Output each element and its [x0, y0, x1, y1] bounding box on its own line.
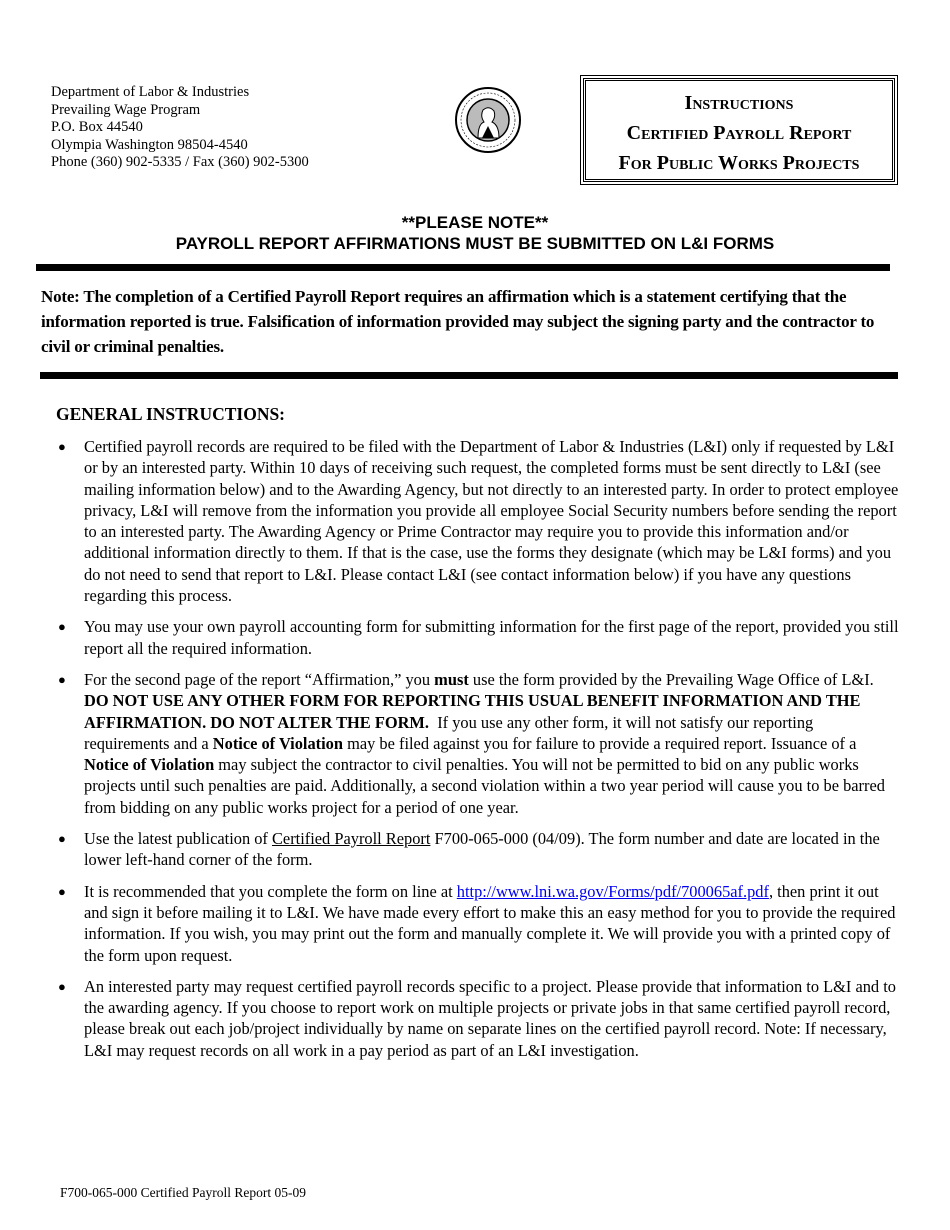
- bullet-icon: ●: [58, 978, 66, 994]
- item-text: use the form provided by the Prevailing Wage Office of L&I.: [468, 669, 874, 689]
- state-seal-icon: [454, 86, 522, 154]
- list-item: [58, 616, 900, 659]
- item-text: For the second page of the report “Affirmation,” you: [84, 669, 435, 689]
- list-item: [58, 669, 900, 818]
- list-item: [58, 436, 900, 606]
- item-text: may be filed against you for failure to provide a required report. Issuance of a: [343, 733, 857, 753]
- form-footer: F700-065-000 Certified Payroll Report 05-09: [60, 1185, 306, 1200]
- emphasis: Notice of Violation: [84, 755, 215, 775]
- document-title-box: [583, 78, 895, 182]
- item-text: Use the latest publication of: [84, 829, 272, 849]
- bullet-icon: ●: [58, 671, 66, 687]
- title-line: For Public Works Projects: [618, 152, 860, 174]
- form-name: Certified Payroll Report: [272, 829, 431, 849]
- address-line: Olympia Washington 98504-4540: [51, 136, 248, 153]
- title-line: Instructions: [684, 92, 794, 114]
- bullet-icon: ●: [58, 883, 66, 899]
- emphasis: must: [434, 669, 469, 689]
- address-line: Department of Labor & Industries: [51, 84, 250, 100]
- title-line: Certified Payroll Report: [626, 122, 852, 144]
- item-text: An interested party may request certified payroll records specific to a project. Please provide that information to L&I and to the awarding agency. If you choose to report work on multiple projects or private jobs in that same certified payroll record, please break out each job/project individually by name on separate lines on the certified payroll record. Note: If necessary, L&I may request records on all work in a pay period as part of an L&I investigation.: [84, 976, 896, 1060]
- emphasis: DO NOT USE ANY OTHER FORM FOR REPORTING THIS USUAL BENEFIT INFORMATION AND THE AFFIRMATION. DO NOT ALTER THE FORM.: [84, 691, 861, 732]
- item-text: may subject the contractor to civil penalties. You will not be permitted to bid on any public works projects until such penalties are paid. Additionally, a second violation within a two year period will cause you to be barred from bidding on any public works project for a period of one year.: [84, 755, 885, 817]
- divider: [36, 264, 890, 271]
- divider: [40, 372, 898, 379]
- item-text: You may use your own payroll accounting form for submitting information for the first page of the report, provided you still report all the required information.: [84, 617, 899, 658]
- list-item: [58, 976, 900, 1061]
- address-line: P.O. Box 44540: [51, 119, 143, 135]
- agency-address: [51, 84, 309, 172]
- item-text: If you use any other form, it will not satisfy our reporting requirements and a: [84, 712, 818, 753]
- item-text: It is recommended that you complete the form on line at: [84, 881, 457, 901]
- please-note-line: **PLEASE NOTE**: [401, 213, 549, 232]
- bullet-icon: ●: [58, 831, 66, 847]
- bullet-icon: ●: [58, 619, 66, 635]
- affirmation-note: Note: The completion of a Certified Payroll Report requires an affirmation which is a statement certifying that the information reported is true. Falsification of information provided may subject the signing party and the contractor to civil or criminal penalties.: [41, 287, 875, 356]
- item-text: Certified payroll records are required to be filed with the Department of Labor & Industries (L&I) only if requested by L&I or by an interested party. Within 10 days of receiving such request, the completed forms must be sent directly to L&I (see mailing information below) and to the Awarding Agency, but not directly to an interested party. In order to protect employee privacy, L&I will remove from the information you provide all employee Social Security numbers before sending the report to an interested party. The Awarding Agency or Prime Contractor may require you to provide this information and/or additional information directly to them. If that is the case, use the forms they designate (which may be L&I forms) and you do not need to send that report to L&I. Please contact L&I (see contact information below) if you have any questions regarding this process.: [84, 437, 899, 606]
- address-line: Phone (360) 902-5335 / Fax (360) 902-5300: [51, 154, 309, 170]
- bullet-icon: ●: [58, 439, 66, 454]
- item-text: F700-065-000 (04/09). The form number and date are located in the lower left-hand corner of the form.: [84, 829, 880, 870]
- list-item: [58, 881, 900, 966]
- instruction-list: [58, 436, 900, 1071]
- section-heading: GENERAL INSTRUCTIONS:: [56, 404, 286, 424]
- emphasis: Notice of Violation: [212, 733, 343, 753]
- please-note-heading: [0, 212, 950, 254]
- address-line: Prevailing Wage Program: [51, 101, 201, 118]
- please-note-line: PAYROLL REPORT AFFIRMATIONS MUST BE SUBMITTED ON L&I FORMS: [175, 234, 775, 253]
- form-link[interactable]: http://www.lni.wa.gov/Forms/pdf/700065af.pdf: [456, 881, 769, 901]
- list-item: [58, 828, 900, 871]
- item-text: , then print it out and sign it before mailing it to L&I. We have made every effort to make this an easy method for you to provide the required information. If you wish, you may print out the form and manually complete it. We will provide you with a printed copy of the form upon request.: [84, 881, 896, 965]
